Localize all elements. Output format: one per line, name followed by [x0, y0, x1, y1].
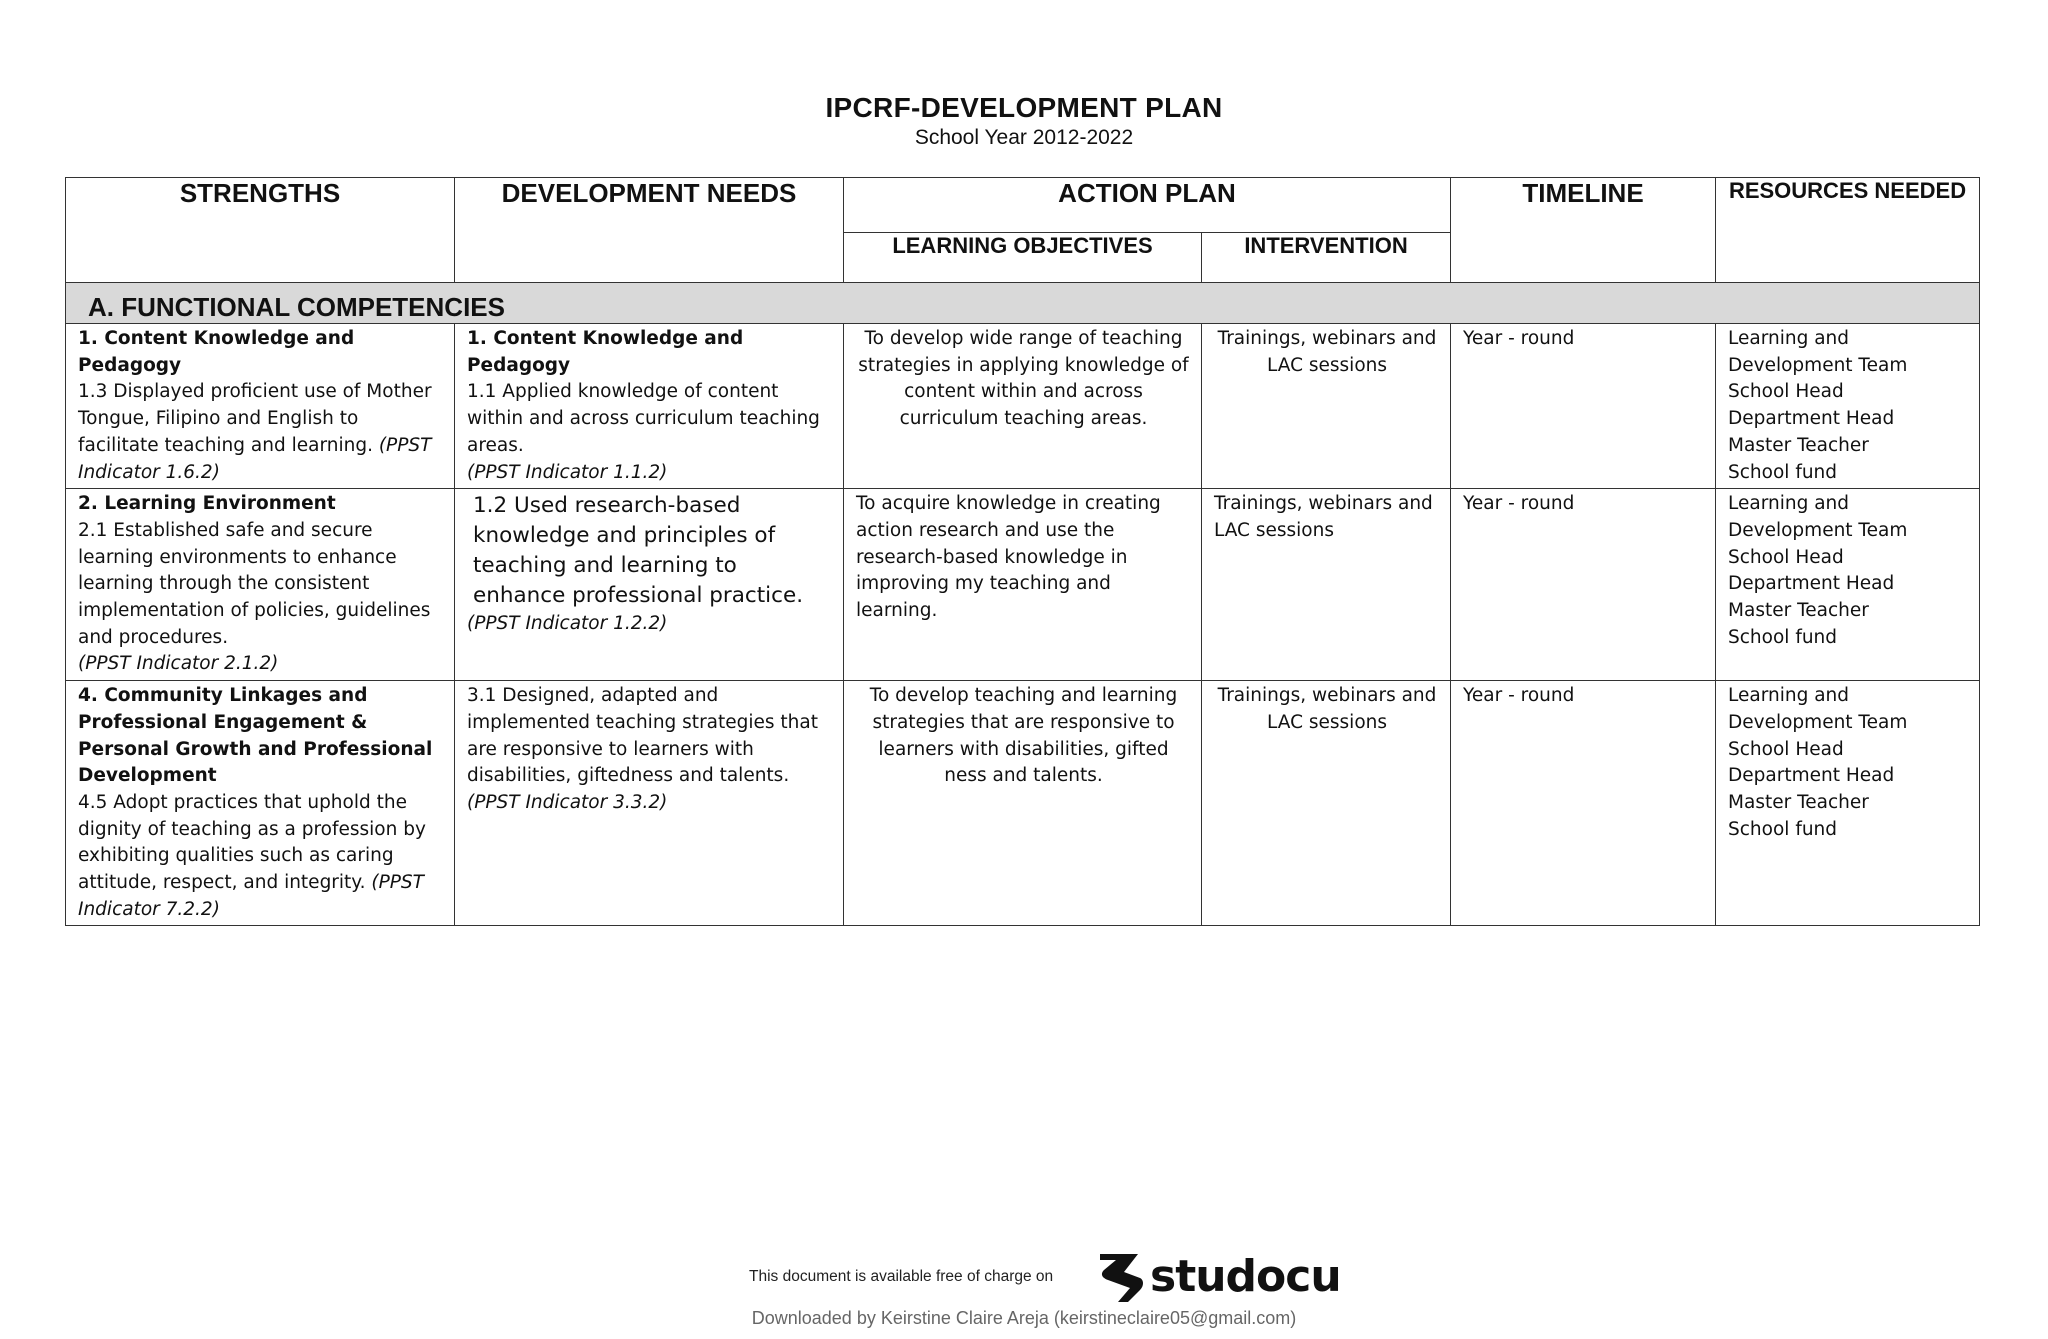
resource-item: School fund — [1728, 461, 1838, 483]
learning-objective-cell — [844, 681, 1202, 926]
development-need-cell — [455, 681, 844, 926]
resource-item: School fund — [1728, 626, 1838, 648]
timeline-cell — [1451, 681, 1716, 926]
intervention-cell — [1202, 489, 1451, 681]
need-title: 1. Content Knowledge and Pedagogy — [467, 328, 744, 376]
resource-item: School Head — [1728, 546, 1844, 568]
development-need-cell — [455, 324, 844, 489]
document-title: IPCRF-DEVELOPMENT PLAN — [825, 92, 1223, 123]
learning-objective: To develop wide range of teaching strategies in applying knowledge of content within and across curriculum teaching areas. — [858, 328, 1189, 430]
strength-cell — [66, 681, 455, 926]
header-strengths: STRENGTHS — [66, 178, 455, 283]
need-text: 3.1 Designed, adapted and implemented teaching strategies that are responsive to learners with disabilities, giftedness and talents. — [467, 685, 818, 787]
timeline-cell — [1451, 324, 1716, 489]
resource-item: Learning and Development Team — [1728, 493, 1908, 541]
section-functional-competencies: A. FUNCTIONAL COMPETENCIES — [66, 283, 1980, 324]
footer-available-text: This document is available free of charge on — [749, 1268, 1054, 1285]
resource-item: Department Head — [1728, 573, 1895, 595]
document-subtitle: School Year 2012-2022 — [914, 126, 1134, 149]
resource-item: Master Teacher — [1728, 600, 1869, 622]
resource-item: Department Head — [1728, 765, 1895, 787]
header-action-plan: ACTION PLAN — [844, 178, 1451, 233]
strength-indicator: (PPST Indicator 1.6.2) — [78, 434, 432, 483]
strength-indicator: (PPST Indicator 2.1.2) — [78, 653, 279, 675]
need-text: 1.1 Applied knowledge of content within and across curriculum teaching areas. — [467, 381, 820, 456]
header-resources-needed: RESOURCES NEEDED — [1716, 178, 1980, 283]
development-need-cell — [455, 489, 844, 681]
resource-item: Learning and Development Team — [1728, 685, 1908, 733]
strength-cell — [66, 324, 455, 489]
resources-cell — [1716, 324, 1980, 489]
timeline: Year - round — [1463, 493, 1575, 515]
studocu-logo-text: studocu — [1150, 1250, 1341, 1302]
strength-title: 4. Community Linkages and Professional Engagement & Personal Growth and Professional Development — [78, 685, 433, 787]
strength-text: 1.3 Displayed proficient use of Mother Tongue, Filipino and English to facilitate teaching and learning. — [78, 381, 432, 456]
studocu-logo[interactable] — [1094, 1248, 1341, 1304]
table-row — [66, 489, 1980, 681]
learning-objective-cell — [844, 324, 1202, 489]
resource-item: Master Teacher — [1728, 434, 1869, 456]
resource-item: Master Teacher — [1728, 791, 1869, 813]
need-text: 1.2 Used research-based knowledge and principles of teaching and learning to enhance professional practice. — [473, 493, 804, 609]
resources-cell — [1716, 489, 1980, 681]
learning-objective-cell — [844, 489, 1202, 681]
table-row — [66, 324, 1980, 489]
learning-objective: To develop teaching and learning strategies that are responsive to learners with disabilities, gifted ness and talents. — [869, 685, 1178, 787]
resources-cell — [1716, 681, 1980, 926]
need-indicator: (PPST Indicator 1.2.2) — [467, 613, 668, 635]
need-indicator: (PPST Indicator 3.3.2) — [467, 791, 668, 813]
resource-item: School fund — [1728, 818, 1838, 840]
need-indicator: (PPST Indicator 1.1.2) — [467, 461, 668, 483]
strength-indicator: (PPST Indicator 7.2.2) — [78, 872, 424, 920]
timeline: Year - round — [1463, 328, 1575, 349]
strength-cell — [66, 489, 455, 681]
strength-title: 1. Content Knowledge and Pedagogy — [78, 328, 355, 376]
learning-objective: To acquire knowledge in creating action research and use the research-based knowledge in improving my teaching and learning. — [856, 493, 1161, 622]
intervention-cell — [1202, 324, 1451, 489]
resource-item: School Head — [1728, 738, 1844, 760]
intervention-cell — [1202, 681, 1451, 926]
table-row — [66, 681, 1980, 926]
downloaded-by-text: Downloaded by Keirstine Claire Areja (keirstineclaire05@gmail.com) — [751, 1308, 1297, 1328]
resource-item: Learning and Development Team — [1728, 328, 1908, 376]
intervention: Trainings, webinars and LAC sessions — [1217, 685, 1437, 733]
intervention: Trainings, webinars and LAC sessions — [1214, 493, 1433, 541]
header-timeline: TIMELINE — [1451, 178, 1716, 283]
strength-text: 4.5 Adopt practices that uphold the dignity of teaching as a profession by exhibiting qualities such as caring attitude, respect, and integrity. — [78, 791, 426, 894]
header-learning-objectives: LEARNING OBJECTIVES — [844, 233, 1202, 283]
timeline-cell — [1451, 489, 1716, 681]
header-intervention: INTERVENTION — [1202, 233, 1451, 283]
timeline: Year - round — [1463, 685, 1575, 707]
resource-item: School Head — [1728, 381, 1844, 403]
development-plan-table — [65, 177, 1980, 926]
strength-text: 2.1 Established safe and secure learning environments to enhance learning through the consistent implementation of policies, guidelines and procedures. — [78, 519, 431, 648]
strength-title: 2. Learning Environment — [78, 493, 336, 515]
header-development-needs: DEVELOPMENT NEEDS — [455, 178, 844, 283]
intervention: Trainings, webinars and LAC sessions — [1217, 328, 1437, 376]
resource-item: Department Head — [1728, 408, 1895, 430]
studocu-logo-icon — [1094, 1248, 1146, 1304]
